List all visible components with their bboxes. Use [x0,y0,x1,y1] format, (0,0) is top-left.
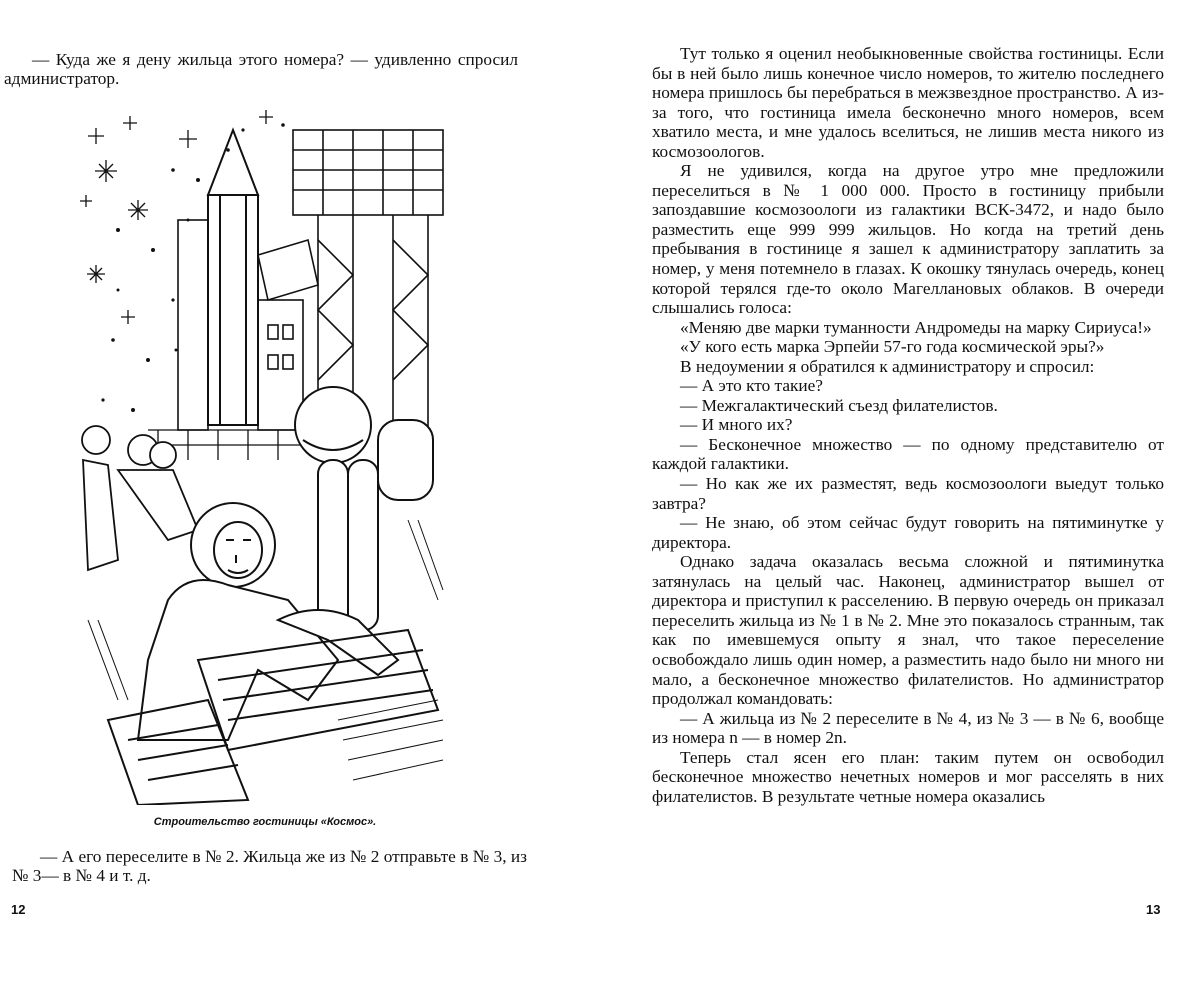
paragraph: — Не знаю, об этом сейчас будут говорить на пятиминутке у директора. [652,513,1164,552]
right-text-block [652,44,1164,806]
paragraph: — Межгалактический съезд филателистов. [652,396,1164,416]
paragraph: — Но как же их разместят, ведь космозоологи выедут только завтра? [652,474,1164,513]
paragraph: — И много их? [652,415,1164,435]
paragraph: Тут только я оценил необыкновенные свойства гостиницы. Если бы в ней было лишь конечное число номеров, то жителю последнего номера пришлось бы перебраться в межзвездное пространство. А из-за того, что гостиница имела бесконечно много номеров, всем хватило места, и мне удалось вселиться, не лишив места никого из космозоологов. [652,44,1164,161]
paragraph: — А это кто такие? [652,376,1164,396]
paragraph: «Меняю две марки туманности Андромеды на марку Сириуса!» [652,318,1164,338]
paragraph: — А жильца из № 2 переселите в № 4, из № 3 — в № 6, вообще из номера n — в номер 2n. [652,709,1164,748]
page-number-right: 13 [1146,902,1160,917]
left-page [0,0,560,992]
left-intro-paragraph: — Куда же я дену жильца этого номера? — удивленно спросил администратор. [4,50,518,89]
paragraph: Я не удивился, когда на другое утро мне предложили переселиться в № 1 000 000. Просто в гостиницу прибыли запоздавшие космозоологи из галактики ВСК-3472, и надо было разместить еще 999 999 жильцов. Но когда на третий день пребывания в гостинице я зашел к администратору заплатить за номер, у меня потемнело в глазах. К окошку тянулась очередь, конец которой терялся где-то около Магеллановых облаков. В очереди слышались голоса: [652,161,1164,317]
paragraph: Теперь стал ясен его план: таким путем он освободил бесконечное множество нечетных номеров и мог расселять в них филателистов. В результате четные номера оказались [652,748,1164,807]
illustration [78,100,448,805]
paragraph: Однако задача оказалась весьма сложной и пятиминутка затянулась на целый час. Наконец, администратор вышел от директора и приступил к расселению. В первую очередь он приказал переселить жильца из № 1 в № 2. Мне это показалось странным, так как по имевшемуся опыту я знал, что такое переселение освобождало лишь один номер, а разместить надо было ни много ни мало, а бесконечное множество филателистов. Но администратор продолжал командовать: [652,552,1164,708]
illustration-caption: Строительство гостиницы «Космос». [130,816,400,828]
page-number-left: 12 [11,902,25,917]
paragraph: — Бесконечное множество — по одному представителю от каждой галактики. [652,435,1164,474]
right-page [600,0,1200,992]
paragraph: В недоумении я обратился к администратору и спросил: [652,357,1164,377]
paragraph: «У кого есть марка Эрпейи 57-го года космической эры?» [652,337,1164,357]
left-closing-paragraph: — А его переселите в № 2. Жильца же из № 2 отправьте в № 3, из № 3— в № 4 и т. д. [12,847,527,886]
